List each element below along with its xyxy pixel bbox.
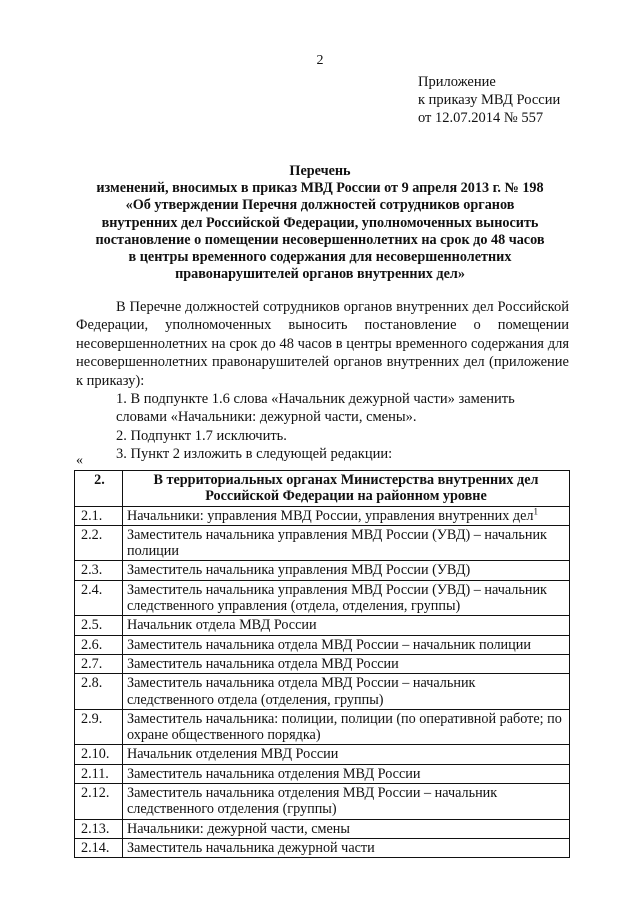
row-text: [123, 525, 570, 561]
list-item: 2. Подпункт 1.7 исключить.: [116, 427, 287, 444]
row-text: [123, 674, 570, 710]
title-line: Перечень: [289, 163, 351, 179]
row-text: [123, 616, 570, 635]
header-text: В территориальных органах Министерства внутренних дел Российской Федерации на районном уровне: [123, 471, 570, 507]
row-text-content: Заместитель начальника управления МВД России (УВД) – начальник следственного управления (отдела, отделения, группы): [127, 581, 547, 615]
row-text-content: Заместитель начальника дежурной части: [127, 839, 375, 856]
row-text-content: Заместитель начальника отдела МВД России: [127, 655, 399, 672]
row-text: [123, 654, 570, 673]
opening-quote: «: [76, 453, 83, 468]
row-text: [123, 635, 570, 654]
table-row: [75, 525, 570, 561]
positions-table: [74, 470, 570, 858]
list-item: 1. В подпункте 1.6 слова «Начальник дежурной части» заменить словами «Начальники: дежурной части, смены».: [116, 391, 515, 426]
intro-paragraph: В Перечне должностей сотрудников органов внутренних дел Российской Федерации, уполномоченных выносить постановление о помещении несовершеннолетних на срок до 48 часов в центры временного содержания для несовершеннолетних правонарушителей органов внутренних дел (приложение к приказу):: [76, 299, 569, 389]
table-row: [75, 580, 570, 616]
table-body: [75, 506, 570, 858]
row-text: [123, 819, 570, 838]
row-number: 2.8.: [75, 674, 123, 710]
row-number: 2.3.: [75, 561, 123, 580]
row-number: 2.12.: [75, 784, 123, 820]
page-number: 2: [316, 53, 324, 68]
table-row: [75, 674, 570, 710]
title-line: постановление о помещении несовершеннолетних на срок до 48 часов: [95, 231, 545, 248]
row-text-content: Заместитель начальника отдела МВД России – начальник следственного отдела (отделения, группы): [127, 675, 476, 708]
table-row: [75, 561, 570, 580]
row-text: [123, 745, 570, 764]
document-title: [70, 163, 570, 283]
row-text-content: Заместитель начальника отделения МВД России – начальник следственного отделения (группы): [127, 785, 498, 818]
appendix-line: к приказу МВД России: [418, 92, 561, 108]
title-line: внутренних дел Российской Федерации, уполномоченных выносить: [101, 214, 539, 231]
row-text: [123, 709, 570, 745]
row-text-content: Начальники: дежурной части, смены: [127, 820, 350, 837]
row-number: 2.13.: [75, 819, 123, 838]
row-number: 2.9.: [75, 709, 123, 745]
body-text: [76, 298, 569, 464]
table-row: [75, 764, 570, 783]
title-line: «Об утверждении Перечня должностей сотрудников органов: [125, 197, 515, 214]
table-row: [75, 784, 570, 820]
appendix-line: Приложение: [418, 74, 496, 90]
title-line: в центры временного содержания для несовершеннолетних: [128, 249, 512, 266]
row-text-content: Заместитель начальника управления МВД России (УВД) – начальник полиции: [127, 526, 547, 560]
table-header-row: [75, 471, 570, 507]
table-row: [75, 506, 570, 525]
row-text-content: Начальники: управления МВД России, управления внутренних дел: [127, 507, 534, 524]
title-line: изменений, вносимых в приказ МВД России от 9 апреля 2013 г. № 198: [96, 180, 544, 197]
row-text-content: Заместитель начальника управления МВД России (УВД): [127, 562, 471, 579]
row-number: 2.14.: [75, 838, 123, 857]
row-text: [123, 764, 570, 783]
row-number: 2.5.: [75, 616, 123, 635]
row-number: 2.10.: [75, 745, 123, 764]
row-text: [123, 580, 570, 616]
row-number: 2.1.: [75, 506, 123, 525]
appendix-line: от 12.07.2014 № 557: [418, 110, 544, 126]
row-text-content: Начальник отдела МВД России: [127, 617, 317, 634]
table-row: [75, 616, 570, 635]
row-text: [123, 784, 570, 820]
row-number: 2.6.: [75, 635, 123, 654]
appendix-header: [418, 73, 560, 127]
row-number: 2.7.: [75, 654, 123, 673]
list-item: 3. Пункт 2 изложить в следующей редакции:: [116, 446, 393, 463]
row-text: [123, 506, 570, 525]
row-text: [123, 838, 570, 857]
row-number: 2.2.: [75, 525, 123, 561]
row-number: 2.4.: [75, 580, 123, 616]
title-line: правонарушителей органов внутренних дел»: [175, 266, 465, 283]
table-row: [75, 745, 570, 764]
table-row: [75, 819, 570, 838]
table-row: [75, 654, 570, 673]
table-row: [75, 838, 570, 857]
row-number: 2.11.: [75, 764, 123, 783]
table-row: [75, 635, 570, 654]
header-number: 2.: [75, 471, 123, 507]
row-text-content: Заместитель начальника: полиции, полиции (по оперативной работе; по охране общественного порядка): [127, 710, 562, 744]
row-text: [123, 561, 570, 580]
row-text-content: Начальник отделения МВД России: [127, 746, 339, 763]
row-text-content: Заместитель начальника отдела МВД России – начальник полиции: [127, 636, 531, 653]
table-row: [75, 709, 570, 745]
row-text-content: Заместитель начальника отделения МВД России: [127, 765, 421, 782]
footnote-marker: 1: [533, 505, 538, 516]
